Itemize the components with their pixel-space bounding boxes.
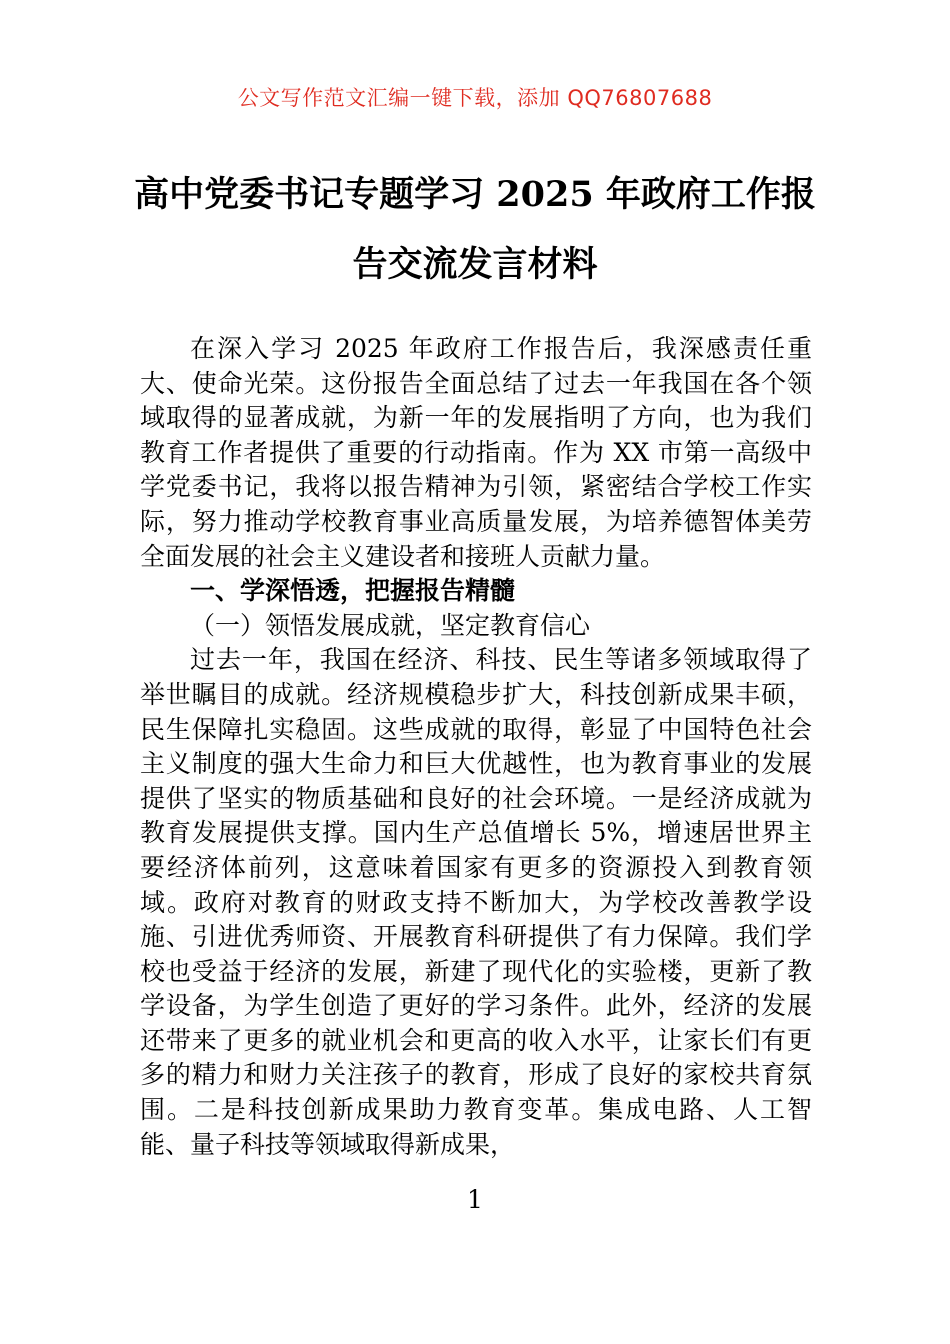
section-heading: 一、学深悟透，把握报告精髓 bbox=[190, 576, 516, 606]
header-ad-notice: 公文写作范文汇编一键下载，添加 QQ76807688 bbox=[237, 86, 713, 110]
document-title bbox=[70, 160, 880, 300]
section-body-paragraph: 过去一年，我国在经济、科技、民生等诸多领域取得了举世瞩目的成就。经济规模稳步扩大，科技创新成果丰硕，民生保障扎实稳固。这些成就的取得，彰显了中国特色社会主义制度的强大生命力和巨大优越性，也为教育事业的发展提供了坚实的物质基础和良好的社会环境。一是经济成就为教育发展提供支撑。国内生产总值增长 5%，增速居世界主要经济体前列，这意味着国家有更多的资源投入到教育领域。政府对教育的财政支持不断加大，为学校改善教学设施、引进优秀师资、开展教育科研提供了有力保障。我们学校也受益于经济的发展，新建了现代化的实验楼，更新了教学设备，为学生创造了更好的学习条件。此外，经济的发展还带来了更多的就业机会和更高的收入水平，让家长们有更多的精力和财力关注孩子的教育，形成了良好的家校共育氛围。二是科技创新成果助力教育变革。集成电路、人工智能、量子科技等领域取得新成果， bbox=[140, 645, 812, 1159]
document-title-line-1: 高中党委书记专题学习 2025 年政府工作报 bbox=[134, 174, 816, 215]
document-title-line-2: 告交流发言材料 bbox=[352, 244, 598, 285]
page-number: 1 bbox=[467, 1185, 483, 1214]
subsection-heading: （一）领悟发展成就，坚定教育信心 bbox=[190, 610, 591, 640]
document-body bbox=[140, 332, 812, 1162]
intro-paragraph: 在深入学习 2025 年政府工作报告后，我深感责任重大、使命光荣。这份报告全面总结了过去一年我国在各个领域取得的显著成就，为新一年的发展指明了方向，也为我们教育工作者提供了重要的行动指南。作为 XX 市第一高级中学党委书记，我将以报告精神为引领，紧密结合学校工作实际，努力推动学校教育事业高质量发展，为培养德智体美劳全面发展的社会主义建设者和接班人贡献力量。 bbox=[140, 334, 812, 571]
